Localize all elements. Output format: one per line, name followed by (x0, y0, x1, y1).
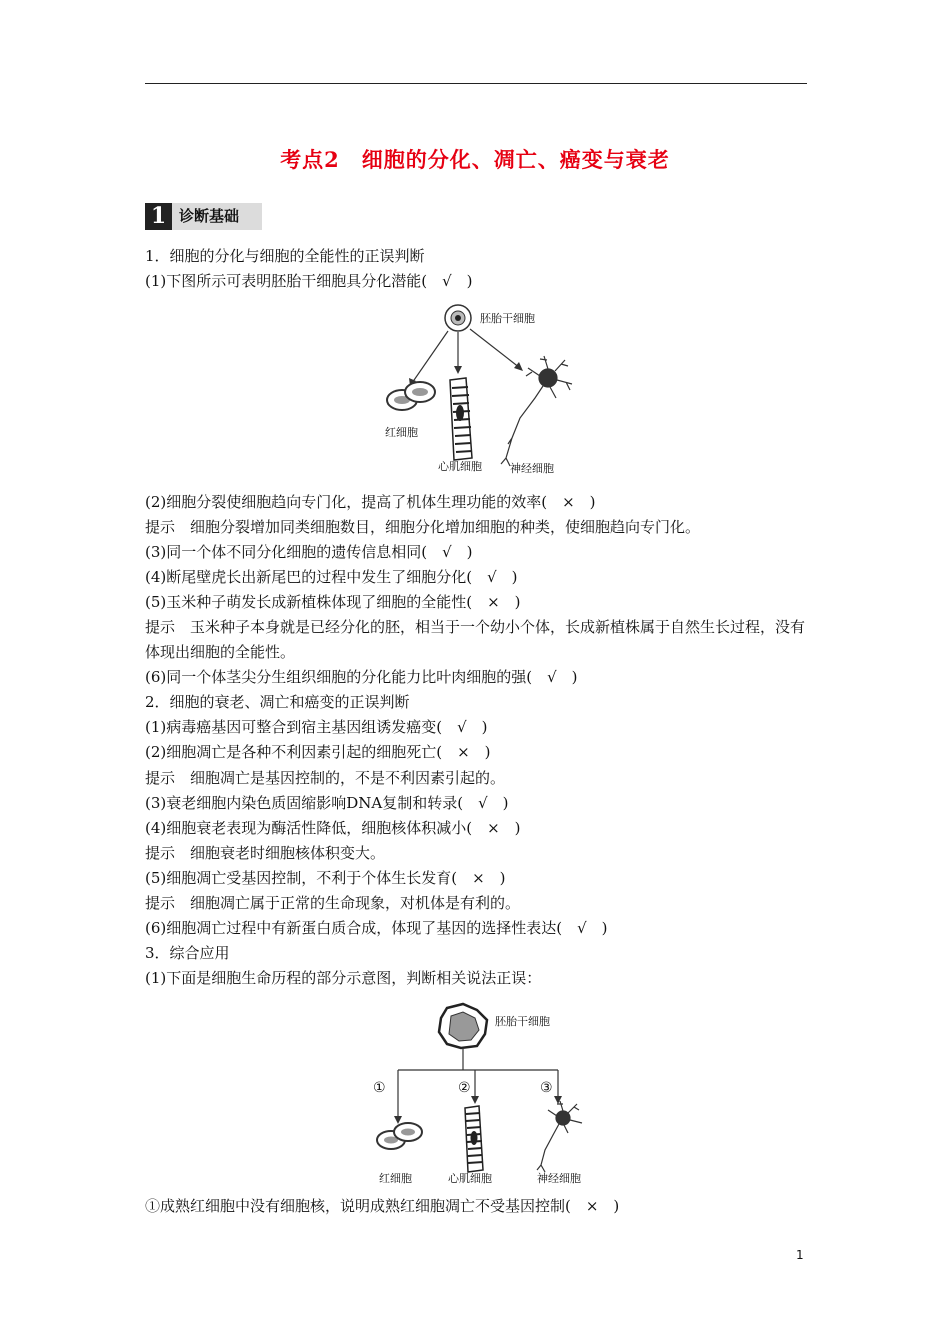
nerve-cell-icon (501, 356, 572, 466)
item-1-1: (1)下图所示可表明胚胎干细胞具分化潜能( √ ) (145, 272, 473, 290)
item-2-2: (2)细胞凋亡是各种不利因素引起的细胞死亡( × ) (145, 743, 491, 761)
hint-2-4: 提示 细胞衰老时细胞核体积变大。 (145, 844, 386, 862)
item-2-6: (6)细胞凋亡过程中有新蛋白质合成，体现了基因的选择性表达( √ ) (145, 919, 608, 937)
stem-cell-icon-2 (439, 1004, 487, 1048)
hint-1-2: 提示 细胞分裂增加同类细胞数目，细胞分化增加细胞的种类，使细胞趋向专门化。 (145, 518, 701, 536)
item-1-4: (4)断尾壁虎长出新尾巴的过程中发生了细胞分化( √ ) (145, 568, 518, 586)
item-2-3: (3)衰老细胞内染色质固缩影响DNA复制和转录( √ ) (145, 794, 509, 812)
nerve-cell-label-2: 神经细胞 (537, 1172, 581, 1185)
heart-cell-label-2: 心肌细胞 (448, 1172, 492, 1185)
item-1-5: (5)玉米种子萌发长成新植株体现了细胞的全能性( × ) (145, 593, 521, 611)
heading-1: 1．细胞的分化与细胞的全能性的正误判断 (145, 247, 425, 265)
item-3-1-a: ①成熟红细胞中没有细胞核，说明成熟红细胞凋亡不受基因控制( × ) (145, 1197, 620, 1215)
item-2-4: (4)细胞衰老表现为酶活性降低，细胞核体积减小( × ) (145, 819, 521, 837)
branch-number-3: ③ (540, 1080, 553, 1096)
nerve-cell-label: 神经细胞 (510, 462, 554, 475)
stem-cell-label: 胚胎干细胞 (480, 312, 535, 325)
item-2-5: (5)细胞凋亡受基因控制，不利于个体生长发育( × ) (145, 869, 506, 887)
rbc-label: 红细胞 (385, 426, 418, 439)
page-title: 考点2 细胞的分化、凋亡、癌变与衰老 (280, 147, 670, 172)
branch-number-2: ② (458, 1080, 471, 1096)
hint-1-5: 提示 玉米种子本身就是已经分化的胚，相当于一个幼小个体，长成新植株属于自然生长过程，没有体现出细胞的全能性。 (145, 618, 806, 661)
item-2-1: (1)病毒癌基因可整合到宿主基因组诱发癌变( √ ) (145, 718, 488, 736)
section-header (145, 203, 262, 230)
item-1-2: (2)细胞分裂使细胞趋向专门化，提高了机体生理功能的效率( × ) (145, 493, 596, 511)
heart-cell-label: 心肌细胞 (438, 460, 482, 473)
rbc-label-2: 红细胞 (379, 1172, 412, 1185)
heart-muscle-cell-icon (450, 378, 472, 460)
page-number: 1 (796, 1248, 804, 1262)
heart-muscle-cell-icon-2 (465, 1106, 483, 1172)
section-number: 1 (145, 203, 172, 230)
nerve-cell-icon-2 (537, 1101, 582, 1172)
figure-stem-cell-differentiation (380, 298, 590, 480)
item-1-6: (6)同一个体茎尖分生组织细胞的分化能力比叶肉细胞的强( √ ) (145, 668, 578, 686)
hint-2-2: 提示 细胞凋亡是基因控制的，不是不利因素引起的。 (145, 769, 506, 787)
branch-number-1: ① (373, 1080, 386, 1096)
red-blood-cell-icon (387, 382, 435, 410)
hint-2-5: 提示 细胞凋亡属于正常的生命现象，对机体是有利的。 (145, 894, 521, 912)
red-blood-cell-icon-2 (377, 1123, 422, 1149)
item-1-3: (3)同一个体不同分化细胞的遗传信息相同( √ ) (145, 543, 473, 561)
section-label: 诊断基础 (179, 207, 240, 225)
figure-cell-life-history (365, 1000, 595, 1190)
item-3-1: (1)下面是细胞生命历程的部分示意图，判断相关说法正误： (145, 969, 542, 987)
heading-3: 3．综合应用 (145, 944, 230, 962)
heading-2: 2．细胞的衰老、凋亡和癌变的正误判断 (145, 693, 410, 711)
header-rule (145, 83, 807, 84)
stem-cell-label-2: 胚胎干细胞 (495, 1015, 550, 1028)
